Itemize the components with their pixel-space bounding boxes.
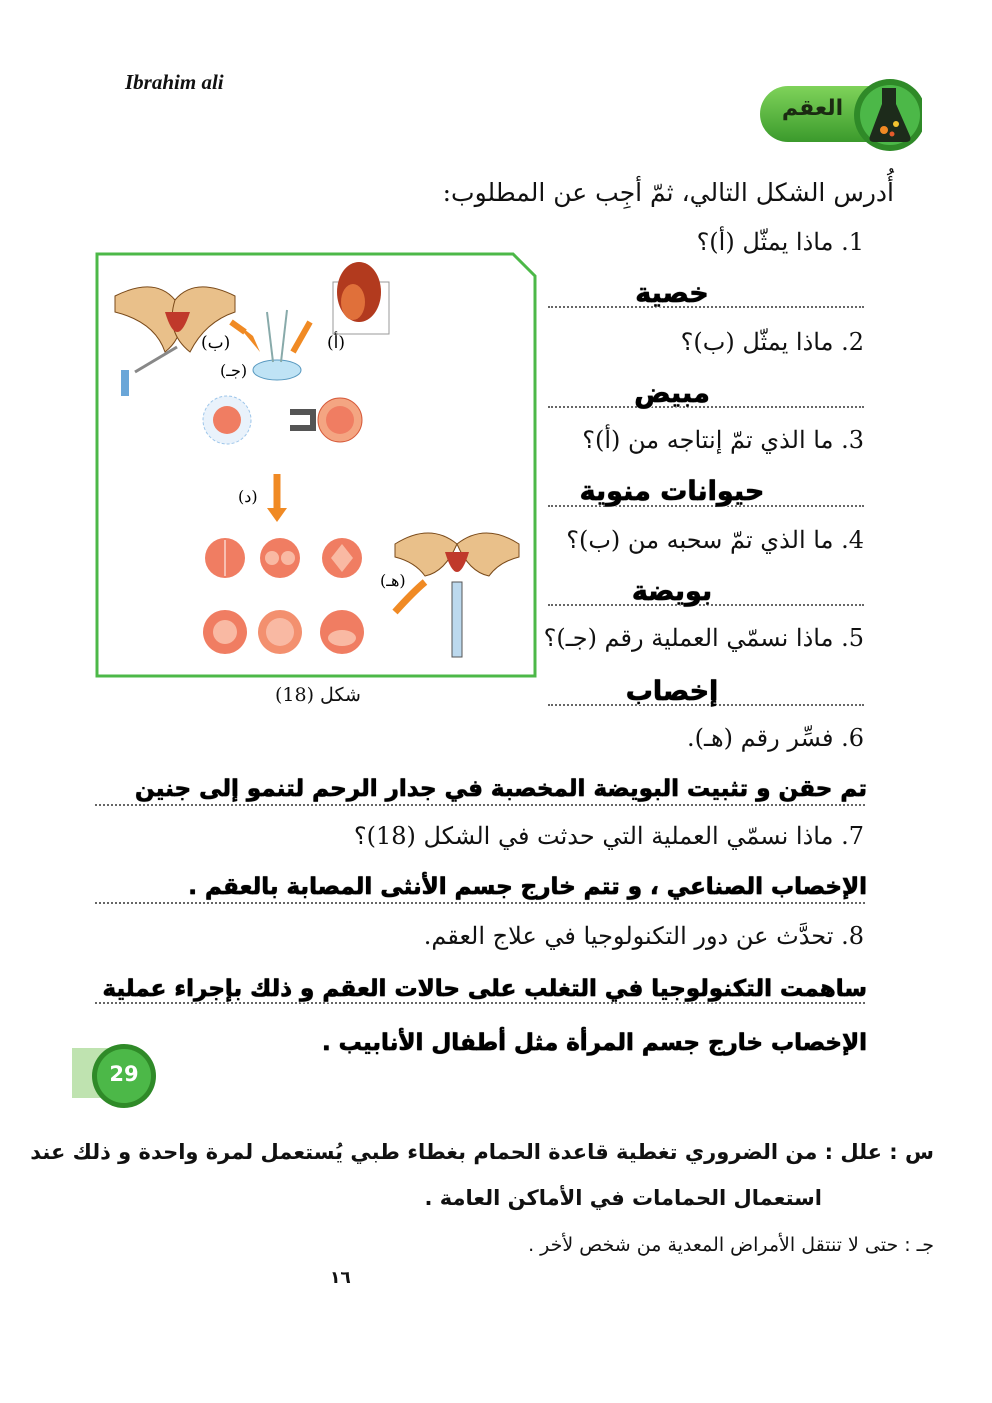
answer-1: خصية — [635, 278, 709, 309]
figure-label-b: (ب) — [201, 333, 231, 353]
answer-5: إخصاب — [625, 676, 719, 707]
extra-question-line-2: استعمال الحمامات في الأماكن العامة . — [424, 1186, 822, 1210]
answer-7: الإخصاب الصناعي ، و تتم خارج جسم الأنثى المصابة بالعقم . — [188, 874, 867, 900]
answer-6: تم حقن و تثبيت البويضة المخصبة في جدار الرحم لتنمو إلى جنين — [135, 776, 867, 802]
question-5: 5. ماذا نسمّي العملية رقم (جـ)؟ — [543, 624, 864, 652]
question-7: 7. ماذا نسمّي العملية التي حدثت في الشكل (18)؟ — [353, 822, 864, 850]
answer-2: مبيض — [634, 378, 710, 409]
figure-label-d: (د) — [238, 487, 258, 506]
answer-line-6 — [95, 804, 865, 806]
figure-label-e: (هـ) — [380, 571, 406, 590]
page-number: ١٦ — [330, 1268, 351, 1288]
figure-label-a: (أ) — [327, 333, 346, 353]
topic-title: العقم — [781, 96, 844, 121]
extra-question-line-1: س : علل : من الضروري تغطية قاعدة الحمام بغطاء طبي يُستعمل لمرة واحدة و ذلك عند — [30, 1140, 934, 1164]
question-3: 3. ما الذي تمّ إنتاجه من (أ)؟ — [582, 426, 864, 454]
flask-icon — [852, 70, 922, 156]
figure-caption: شكل (18) — [275, 684, 361, 706]
question-1: 1. ماذا يمثّل (أ)؟ — [696, 228, 864, 256]
question-8: 8. تحدَّث عن دور التكنولوجيا في علاج العقم. — [423, 922, 864, 950]
extra-answer: جـ : حتى لا تنتقل الأمراض المعدية من شخص لأخر . — [528, 1234, 934, 1256]
answer-8-line-1: ساهمت التكنولوجيا في التغلب على حالات العقم و ذلك بإجراء عملية — [102, 976, 867, 1002]
figure-label-c: (جـ) — [220, 361, 248, 380]
page-badge-number: 29 — [109, 1062, 139, 1086]
ivf-figure — [95, 252, 537, 678]
question-4: 4. ما الذي تمّ سحبه من (ب)؟ — [566, 526, 864, 554]
answer-line-7 — [95, 902, 865, 904]
intro-instruction: أُدرس الشكل التالي، ثمّ أجِب عن المطلوب: — [442, 178, 894, 207]
question-6: 6. فسِّر رقم (هـ). — [687, 724, 864, 752]
question-2: 2. ماذا يمثّل (ب)؟ — [680, 328, 864, 356]
author-name: Ibrahim ali — [125, 70, 224, 94]
answer-line-8 — [95, 1002, 865, 1004]
answer-8-line-2: الإخصاب خارج جسم المرأة مثل أطفال الأنابيب . — [321, 1030, 867, 1056]
answer-4: بويضة — [631, 576, 713, 607]
answer-3: حيوانات منوية — [579, 476, 765, 507]
